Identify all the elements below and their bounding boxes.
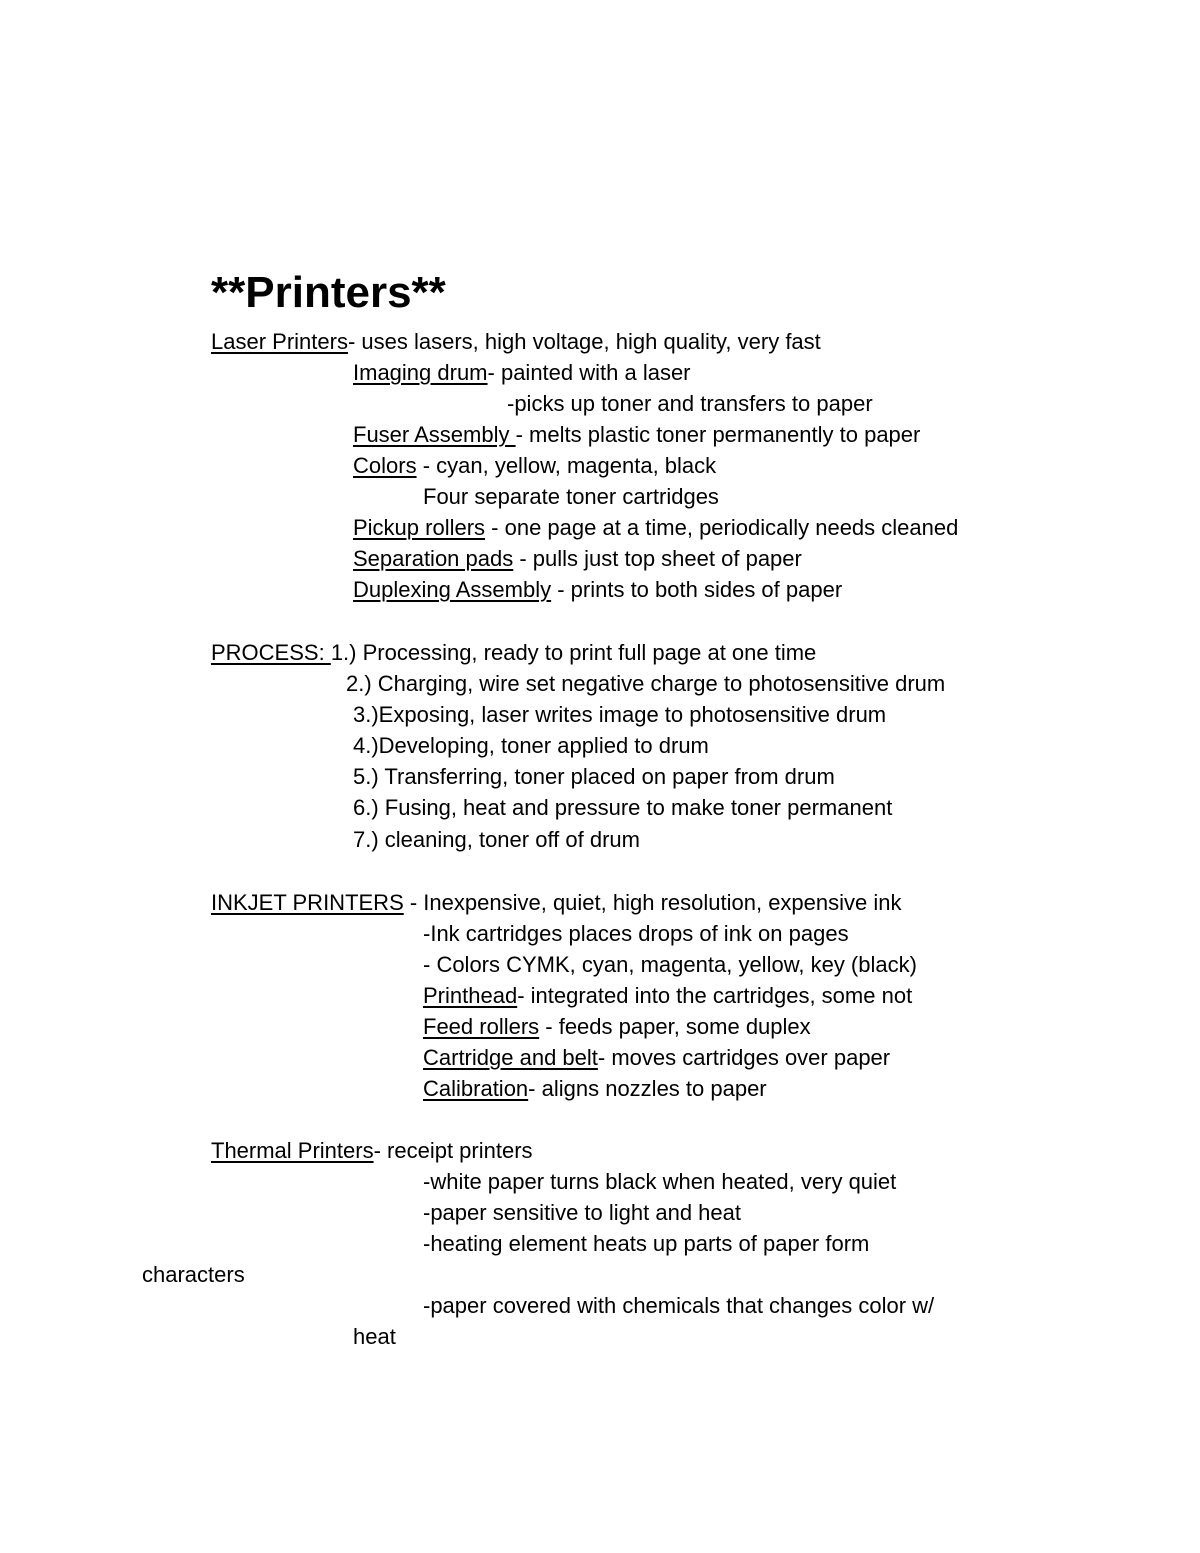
thermal-line: -paper covered with chemicals that changes color w/ bbox=[423, 1293, 935, 1318]
thermal-line: -heating element heats up parts of paper form bbox=[423, 1231, 870, 1256]
process-step: 3.)Exposing, laser writes image to photosensitive drum bbox=[353, 702, 887, 727]
laser-item bbox=[353, 515, 958, 541]
process-step: 1.) Processing, ready to print full page at one time bbox=[330, 640, 817, 665]
laser-item bbox=[353, 546, 802, 572]
process-heading: PROCESS: bbox=[211, 640, 331, 665]
process-heading-line bbox=[211, 640, 816, 666]
process-step: 4.)Developing, toner applied to drum bbox=[353, 733, 709, 758]
laser-item-term: Duplexing Assembly bbox=[353, 577, 552, 602]
inkjet-item bbox=[423, 952, 917, 978]
process-step: 2.) Charging, wire set negative charge to photosensitive drum bbox=[346, 671, 946, 696]
laser-item-text: - cyan, yellow, magenta, black bbox=[416, 453, 717, 478]
inkjet-desc: - Inexpensive, quiet, high resolution, expensive ink bbox=[403, 890, 902, 915]
inkjet-item-text: - moves cartridges over paper bbox=[597, 1045, 891, 1070]
inkjet-item bbox=[423, 983, 912, 1009]
thermal-heading-line bbox=[211, 1138, 533, 1164]
inkjet-heading-line bbox=[211, 890, 902, 916]
inkjet-item-text: - feeds paper, some duplex bbox=[539, 1014, 811, 1039]
thermal-line: heat bbox=[353, 1324, 396, 1349]
laser-item bbox=[507, 391, 873, 417]
laser-item-text: - painted with a laser bbox=[487, 360, 691, 385]
laser-item-text: -picks up toner and transfers to paper bbox=[507, 391, 873, 416]
process-step: 6.) Fusing, heat and pressure to make toner permanent bbox=[353, 795, 893, 820]
laser-item-term: Colors bbox=[353, 453, 417, 478]
inkjet-item-text: -Ink cartridges places drops of ink on pages bbox=[423, 921, 849, 946]
inkjet-item bbox=[423, 1014, 811, 1040]
laser-desc: - uses lasers, high voltage, high quality, very fast bbox=[347, 329, 821, 354]
laser-item bbox=[353, 360, 691, 386]
inkjet-item-term: Cartridge and belt bbox=[423, 1045, 598, 1070]
laser-item-term: Pickup rollers bbox=[353, 515, 486, 540]
laser-item bbox=[353, 577, 842, 603]
thermal-desc: - receipt printers bbox=[373, 1138, 533, 1163]
laser-item-text: Four separate toner cartridges bbox=[423, 484, 719, 509]
inkjet-item-term: Printhead bbox=[423, 983, 518, 1008]
page-title: **Printers** bbox=[211, 268, 446, 317]
inkjet-item bbox=[423, 1076, 767, 1102]
inkjet-item bbox=[423, 921, 849, 947]
laser-heading-line bbox=[211, 329, 821, 355]
laser-item-text: - prints to both sides of paper bbox=[551, 577, 843, 602]
laser-item-term: Imaging drum bbox=[353, 360, 488, 385]
laser-item-text: - melts plastic toner permanently to paper bbox=[515, 422, 921, 447]
laser-item-text: - one page at a time, periodically needs cleaned bbox=[485, 515, 959, 540]
laser-heading: Laser Printers bbox=[211, 329, 348, 354]
process-step: 7.) cleaning, toner off of drum bbox=[353, 827, 640, 852]
thermal-line: -paper sensitive to light and heat bbox=[423, 1200, 741, 1225]
laser-item bbox=[353, 422, 920, 448]
laser-item-text: - pulls just top sheet of paper bbox=[513, 546, 802, 571]
laser-item bbox=[423, 484, 719, 510]
inkjet-item-text: - Colors CYMK, cyan, magenta, yellow, key (black) bbox=[423, 952, 917, 977]
laser-item-term: Fuser Assembly bbox=[353, 422, 516, 447]
process-step: 5.) Transferring, toner placed on paper from drum bbox=[353, 764, 835, 789]
inkjet-item-term: Calibration bbox=[423, 1076, 529, 1101]
thermal-heading: Thermal Printers bbox=[211, 1138, 374, 1163]
inkjet-item bbox=[423, 1045, 890, 1071]
thermal-line: -white paper turns black when heated, very quiet bbox=[423, 1169, 897, 1194]
laser-item bbox=[353, 453, 716, 479]
inkjet-item-text: - integrated into the cartridges, some not bbox=[517, 983, 913, 1008]
inkjet-item-text: - aligns nozzles to paper bbox=[528, 1076, 767, 1101]
thermal-line: characters bbox=[142, 1262, 245, 1287]
laser-item-term: Separation pads bbox=[353, 546, 514, 571]
inkjet-item-term: Feed rollers bbox=[423, 1014, 540, 1039]
inkjet-heading: INKJET PRINTERS bbox=[211, 890, 404, 915]
